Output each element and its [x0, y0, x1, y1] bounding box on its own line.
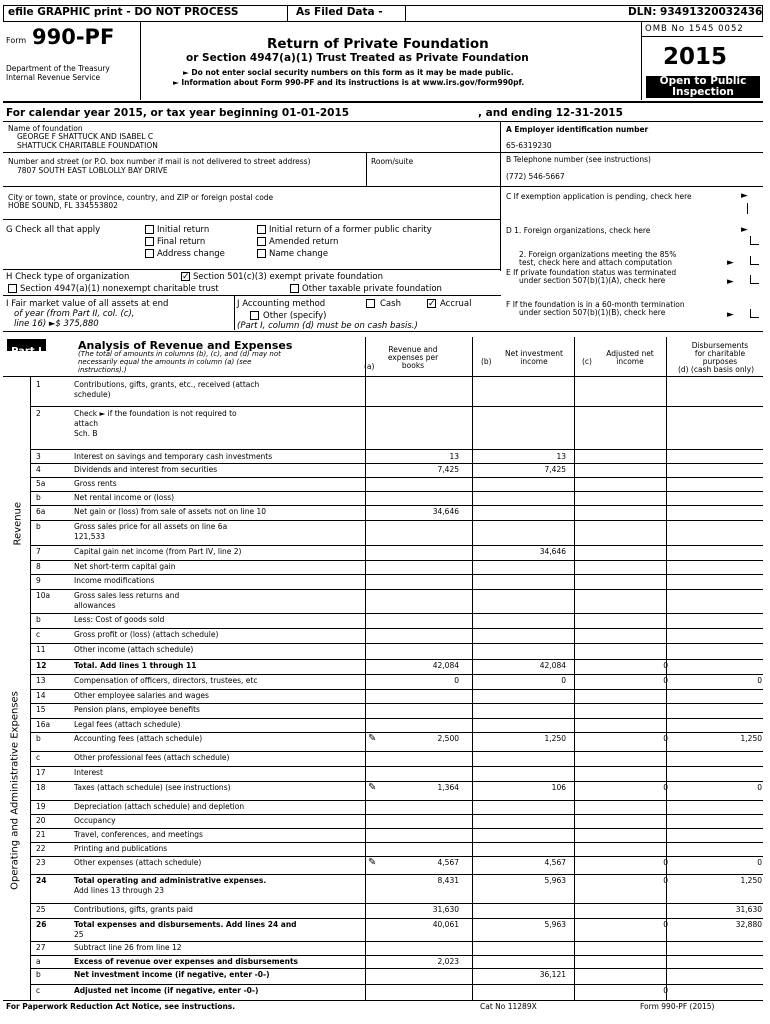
cell-b: 1,250 — [544, 734, 566, 743]
row-label: Gross profit or (loss) (attach schedule) — [74, 630, 219, 639]
checkbox-d2[interactable] — [750, 256, 759, 265]
checkbox-501c3[interactable]: ✓ — [182, 272, 190, 282]
checkbox-name-change[interactable] — [257, 249, 266, 258]
cell-b: 5,963 — [544, 920, 566, 929]
d1-label: D 1. Foreign organizations, check here — [506, 226, 651, 235]
cat-number: Cat No 11289X — [480, 1002, 537, 1011]
phone-label: B Telephone number (see instructions) — [506, 155, 651, 164]
cell-d: 1,250 — [740, 734, 762, 743]
e-label-1: E If private foundation status was terminated — [506, 268, 677, 277]
part1-desc3: instructions).) — [78, 366, 127, 374]
row-label: 121,533 — [74, 532, 106, 541]
checkbox-initial-former[interactable] — [257, 225, 266, 234]
col-d-header-1: Disbursements — [691, 341, 749, 350]
tax-year: 2015 — [663, 44, 728, 70]
checkbox-accrual[interactable]: ✓ — [428, 299, 436, 309]
row-label: Travel, conferences, and meetings — [74, 830, 203, 839]
cash-basis-note: (Part I, column (d) must be on cash basis.) — [237, 321, 418, 331]
row-number: c — [36, 753, 41, 762]
row-number: 24 — [36, 876, 47, 885]
ein-label: A Employer identification number — [506, 125, 649, 134]
h-opt1-label: Section 501(c)(3) exempt private foundation — [193, 272, 383, 282]
d2-label-2: test, check here and attach computation — [519, 258, 673, 267]
initial-former-label: Initial return of a former public charity — [269, 225, 432, 235]
cell-a: 2,023 — [437, 957, 459, 966]
form-title: Return of Private Foundation — [267, 36, 489, 52]
ssn-note: ► Do not enter social security numbers on this form as it may be made public. — [183, 68, 514, 77]
row-number: 2 — [36, 409, 41, 418]
checkbox-4947[interactable] — [8, 284, 17, 293]
dept-line2: Internal Revenue Service — [6, 73, 101, 82]
footer-form-number: Form 990-PF (2015) — [640, 1002, 715, 1011]
j-label: J Accounting method — [237, 299, 326, 309]
row-label: Occupancy — [74, 816, 116, 825]
row-label: Other employee salaries and wages — [74, 691, 209, 700]
col-b-tag: (b) — [481, 357, 492, 366]
amended-return-label: Amended return — [269, 237, 339, 247]
part1-tag-text: Part I — [11, 346, 42, 357]
col-a-header-1: Revenue and — [388, 345, 438, 354]
cell-d: 1,250 — [740, 876, 762, 885]
row-number: 13 — [36, 676, 46, 685]
col-a-header-3: books — [401, 361, 425, 370]
e-label-2: under section 507(b)(1)(A), check here — [519, 276, 666, 285]
row-number: 8 — [36, 562, 41, 571]
row-number: 5a — [36, 479, 46, 488]
cell-a: 42,084 — [432, 661, 459, 670]
revenue-side-label: Revenue — [12, 501, 24, 546]
dln: DLN: 93491320032436 — [628, 6, 763, 18]
filed-label: As Filed Data - — [296, 6, 383, 18]
row-number: b — [36, 734, 41, 743]
row-number: 17 — [36, 768, 46, 777]
g-label: G Check all that apply — [6, 225, 101, 235]
checkbox-f[interactable] — [750, 309, 759, 318]
dept-line1: Department of the Treasury — [6, 64, 110, 73]
row-label: Contributions, gifts, grants paid — [74, 905, 193, 914]
cell-c: 0 — [663, 858, 668, 867]
h-label: H Check type of organization — [6, 272, 130, 282]
cell-c: 0 — [663, 734, 668, 743]
cell-a: 1,364 — [437, 783, 459, 792]
row-label: Interest on savings and temporary cash investments — [74, 452, 273, 461]
expenses-side-label: Operating and Administrative Expenses — [9, 691, 21, 890]
cell-a: 2,500 — [437, 734, 459, 743]
foundation-name-1: GEORGE F SHATTUCK AND ISABEL C — [17, 132, 154, 141]
cell-a: 8,431 — [437, 876, 459, 885]
row-label: Net rental income or (loss) — [74, 493, 175, 502]
checkbox-d1[interactable] — [750, 236, 759, 245]
other-method-label: Other (specify) — [263, 311, 327, 321]
row-number: 19 — [36, 802, 46, 811]
info-note: ► Information about Form 990-PF and its instructions is at www.irs.gov/form990pf. — [173, 78, 525, 87]
row-number: b — [36, 970, 41, 979]
form-prefix: Form — [6, 36, 27, 45]
arrow-right-icon: ► — [727, 277, 734, 287]
row-label: Taxes (attach schedule) (see instructions) — [74, 783, 231, 792]
calendar-ending: , and ending 12-31-2015 — [478, 107, 623, 119]
row-label: Other income (attach schedule) — [74, 645, 194, 654]
cell-b: 0 — [561, 676, 566, 685]
row-label: attach — [74, 419, 98, 428]
row-label: schedule) — [74, 390, 111, 399]
row-number: 3 — [36, 452, 41, 461]
col-c-header-1: Adjusted net — [606, 349, 654, 358]
row-label: Income modifications — [74, 576, 155, 585]
part1-tag — [7, 339, 46, 357]
open-public-line1: Open to Public — [659, 75, 747, 87]
row-label: Other professional fees (attach schedule) — [74, 753, 230, 762]
cell-b: 36,121 — [539, 970, 566, 979]
cell-a: 34,646 — [432, 507, 459, 516]
address-change-label: Address change — [157, 249, 225, 259]
row-number: b — [36, 615, 41, 624]
cell-a: 13 — [449, 452, 459, 461]
cell-b: 42,084 — [539, 661, 566, 670]
attach-schedule-icon[interactable]: ✎ — [368, 733, 377, 744]
row-label: Total. Add lines 1 through 11 — [74, 661, 197, 670]
row-label: Add lines 13 through 23 — [74, 886, 165, 895]
row-number: c — [36, 630, 41, 639]
calendar-year: For calendar year 2015, or tax year beginning 01-01-2015 — [6, 107, 350, 119]
row-number: 12 — [36, 661, 47, 670]
ein-value: 65-6319230 — [506, 141, 552, 150]
row-label: Dividends and interest from securities — [74, 465, 218, 474]
row-number: 11 — [36, 645, 46, 654]
attach-schedule-icon[interactable]: ✎ — [368, 857, 377, 868]
arrow-right-icon: ► — [741, 225, 748, 235]
cell-d: 31,630 — [735, 905, 762, 914]
row-number: 21 — [36, 830, 46, 839]
accrual-label: Accrual — [440, 299, 472, 309]
cell-b: 7,425 — [544, 465, 566, 474]
row-label: Total operating and administrative expenses. — [74, 876, 267, 885]
cell-a: 4,567 — [437, 858, 459, 867]
row-label: Net gain or (loss) from sale of assets not on line 10 — [74, 507, 267, 516]
city-value: HOBE SOUND, FL 334553802 — [8, 201, 118, 210]
row-label: Pension plans, employee benefits — [74, 705, 200, 714]
col-b-header-2: income — [520, 357, 548, 366]
row-label: Legal fees (attach schedule) — [74, 720, 181, 729]
exemption-pending-label: C If exemption application is pending, check here — [506, 192, 692, 201]
row-number: 15 — [36, 705, 46, 714]
col-d-header-3: purposes — [702, 357, 738, 366]
row-number: 22 — [36, 844, 46, 853]
part1-desc2: necessarily equal the amounts in column (a) (see — [78, 358, 252, 366]
arrow-right-icon: ► — [727, 310, 734, 320]
arrow-right-icon: ► — [727, 258, 734, 268]
foundation-name-2: SHATTUCK CHARITABLE FOUNDATION — [17, 141, 158, 150]
col-c-tag: (c) — [582, 357, 592, 366]
open-public-badge — [646, 76, 760, 98]
attach-schedule-icon[interactable]: ✎ — [368, 782, 377, 793]
foundation-name-label: Name of foundation — [8, 124, 83, 133]
row-label: Gross sales price for all assets on line 6a — [74, 522, 228, 531]
row-label: Check ► if the foundation is not required to — [74, 409, 237, 418]
checkbox-amended-return[interactable] — [257, 237, 266, 246]
i-line1: I Fair market value of all assets at end — [6, 299, 169, 309]
cell-d: 0 — [757, 676, 762, 685]
f-label-2: under section 507(b)(1)(B), check here — [519, 308, 666, 317]
row-label: Gross rents — [74, 479, 117, 488]
row-label: Accounting fees (attach schedule) — [74, 734, 203, 743]
row-number: 18 — [36, 783, 46, 792]
row-label: Compensation of officers, directors, trustees, etc — [74, 676, 258, 685]
row-number: 26 — [36, 920, 47, 929]
row-number: 4 — [36, 465, 41, 474]
open-public-line2: Inspection — [672, 86, 734, 98]
row-number: 1 — [36, 380, 41, 389]
row-number: 27 — [36, 943, 46, 952]
cell-a: 7,425 — [437, 465, 459, 474]
phone-value: (772) 546-5667 — [506, 172, 565, 181]
row-number: b — [36, 493, 41, 502]
row-label: Gross sales less returns and — [74, 591, 180, 600]
omb-number: OMB No 1545 0052 — [645, 24, 744, 34]
row-number: 9 — [36, 576, 41, 585]
cash-label: Cash — [380, 299, 401, 309]
row-label: Other expenses (attach schedule) — [74, 858, 202, 867]
checkbox-e[interactable] — [750, 275, 759, 284]
cell-a: 0 — [454, 676, 459, 685]
row-label: Net short-term capital gain — [74, 562, 176, 571]
row-label: Subtract line 26 from line 12 — [74, 943, 182, 952]
initial-return-label: Initial return — [157, 225, 210, 235]
cell-c: 0 — [663, 986, 668, 995]
row-label: Depreciation (attach schedule) and depletion — [74, 802, 245, 811]
cell-d: 0 — [757, 783, 762, 792]
row-label: Total expenses and disbursements. Add lines 24 and — [74, 920, 297, 929]
row-number: 7 — [36, 547, 41, 556]
form-number: 990-PF — [32, 25, 115, 49]
d2-label-1: 2. Foreign organizations meeting the 85% — [519, 250, 677, 259]
city-label: City or town, state or province, country, and ZIP or foreign postal code — [8, 193, 274, 202]
efile-label: efile GRAPHIC print - DO NOT PROCESS — [8, 6, 239, 18]
row-number: 23 — [36, 858, 46, 867]
cell-c: 0 — [663, 920, 668, 929]
row-label: Adjusted net income (if negative, enter -0-) — [74, 986, 259, 995]
row-label: Less: Cost of goods sold — [74, 615, 165, 624]
checkbox-other-method[interactable] — [250, 311, 259, 320]
col-d-header-2: for charitable — [694, 349, 746, 358]
col-c-header-2: income — [616, 357, 644, 366]
cell-a: 31,630 — [432, 905, 459, 914]
arrow-right-icon: ► — [741, 191, 748, 201]
address-label: Number and street (or P.O. box number if mail is not delivered to street address) — [8, 157, 311, 166]
cell-b: 34,646 — [539, 547, 566, 556]
cell-b: 106 — [551, 783, 566, 792]
cell-b: 5,963 — [544, 876, 566, 885]
row-label: Printing and publications — [74, 844, 168, 853]
row-label: Capital gain net income (from Part IV, line 2) — [74, 547, 242, 556]
checkbox-initial-return[interactable] — [145, 225, 154, 234]
checkbox-c[interactable] — [747, 203, 748, 214]
row-number: 16a — [36, 720, 51, 729]
cell-c: 0 — [663, 783, 668, 792]
row-label: 25 — [74, 930, 84, 939]
f-label-1: F If the foundation is in a 60-month termination — [506, 300, 685, 309]
row-number: 20 — [36, 816, 46, 825]
row-label: allowances — [74, 601, 116, 610]
part1-desc1: (The total of amounts in columns (b), (c), and (d) may not — [78, 350, 281, 358]
street-address: 7807 SOUTH EAST LOBLOLLY BAY DRIVE — [17, 166, 168, 175]
row-number: 14 — [36, 691, 46, 700]
row-number: 25 — [36, 905, 46, 914]
row-label: Excess of revenue over expenses and disbursements — [74, 957, 299, 966]
cell-b: 13 — [556, 452, 566, 461]
cell-d: 0 — [757, 858, 762, 867]
checkbox-cash[interactable] — [366, 299, 375, 308]
col-a-tag: (a) — [364, 362, 375, 371]
i-line2: of year (from Part II, col. (c), — [14, 309, 135, 319]
cell-c: 0 — [663, 676, 668, 685]
row-number: 10a — [36, 591, 51, 600]
cell-c: 0 — [663, 661, 668, 670]
row-number: c — [36, 986, 41, 995]
checkbox-address-change[interactable] — [145, 249, 154, 258]
row-number: a — [36, 957, 41, 966]
cell-b: 4,567 — [544, 858, 566, 867]
fair-market-value: line 16) ►$ 375,880 — [14, 319, 99, 329]
row-label: Sch. B — [74, 429, 98, 438]
row-label: Net investment income (if negative, enter -0-) — [74, 970, 270, 979]
col-d-header-4: (d) (cash basis only) — [677, 365, 755, 374]
name-change-label: Name change — [269, 249, 329, 259]
col-a-header-2: expenses per — [387, 353, 439, 362]
cell-d: 32,880 — [735, 920, 762, 929]
paperwork-notice: For Paperwork Reduction Act Notice, see instructions. — [6, 1002, 236, 1011]
row-number: b — [36, 522, 41, 531]
h-opt2-label: Section 4947(a)(1) nonexempt charitable trust — [20, 284, 219, 294]
room-suite-label: Room/suite — [371, 157, 414, 166]
row-label: Interest — [74, 768, 103, 777]
cell-c: 0 — [663, 876, 668, 885]
form-subtitle: or Section 4947(a)(1) Trust Treated as Private Foundation — [186, 52, 529, 64]
checkbox-other-taxable[interactable] — [290, 284, 299, 293]
h-opt3-label: Other taxable private foundation — [302, 284, 442, 294]
row-number: 6a — [36, 507, 46, 516]
col-b-header-1: Net investment — [505, 349, 563, 358]
checkbox-final-return[interactable] — [145, 237, 154, 246]
part1-title: Analysis of Revenue and Expenses — [78, 339, 293, 352]
row-label: Contributions, gifts, grants, etc., received (attach — [74, 380, 260, 389]
final-return-label: Final return — [157, 237, 206, 247]
cell-a: 40,061 — [432, 920, 459, 929]
